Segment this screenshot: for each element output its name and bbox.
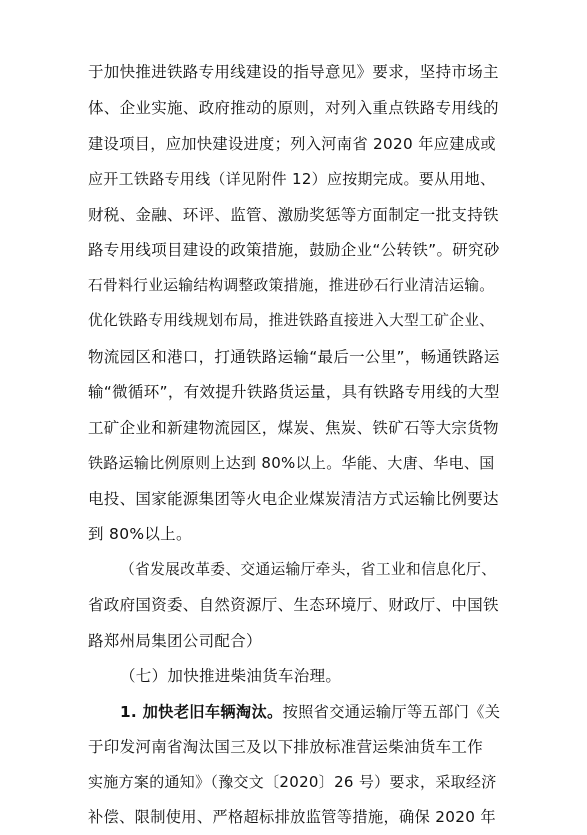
item-line: 补偿、限制使用、严格超标排放监管等措施，确保 2020 年	[88, 808, 496, 826]
body-line: 到 80%以上。	[88, 525, 192, 543]
body-line: 财税、金融、环评、监管、激励奖惩等方面制定一批支持铁	[88, 206, 499, 224]
body-line: 电投、国家能源集团等火电企业煤炭清洁方式运输比例要达	[88, 490, 499, 508]
item-title: 1. 加快老旧车辆淘汰。	[120, 703, 283, 721]
item-first-line	[120, 702, 500, 722]
body-line: 工矿企业和新建物流园区，煤炭、焦炭、铁矿石等大宗货物	[88, 419, 499, 437]
body-line: 建设项目，应加快建设进度；列入河南省 2020 年应建成或	[88, 135, 496, 153]
body-line: 铁路运输比例原则上达到 80%以上。华能、大唐、华电、国	[88, 454, 495, 472]
body-line: 优化铁路专用线规划布局，推进铁路直接进入大型工矿企业、	[88, 312, 495, 329]
coop-line: （省发展改革委、交通运输厅牵头，省工业和信息化厅、	[120, 561, 497, 578]
body-line: 石骨料行业运输结构调整政策措施，推进砂石行业清洁运输。	[88, 277, 495, 294]
body-line: 物流园区和港口，打通铁路运输“最后一公里”，畅通铁路运	[88, 348, 500, 366]
item-line: 于印发河南省淘汰国三及以下排放标准营运柴油货车工作	[88, 738, 484, 756]
body-line: 路专用线项目建设的政策措施，鼓励企业“公转铁”。研究砂	[88, 241, 500, 259]
body-line: 应开工铁路专用线（详见附件 12）应按期完成。要从用地、	[88, 170, 496, 188]
body-line: 于加快推进铁路专用线建设的指导意见》要求，坚持市场主	[88, 63, 499, 81]
item-text: 按照省交通运输厅等五部门《关	[282, 703, 501, 721]
coop-line: 路郑州局集团公司配合）	[88, 632, 262, 650]
section-heading: （七）加快推进柴油货车治理。	[120, 667, 342, 685]
item-line: 实施方案的通知》（豫交文〔2020〕26 号）要求，采取经济	[88, 773, 497, 791]
body-line: 输“微循环”，有效提升铁路货运量，具有铁路专用线的大型	[88, 383, 500, 401]
body-line: 体、企业实施、政府推动的原则，对列入重点铁路专用线的	[88, 99, 499, 117]
coop-line: 省政府国资委、自然资源厅、生态环境厅、财政厅、中国铁	[88, 596, 499, 614]
